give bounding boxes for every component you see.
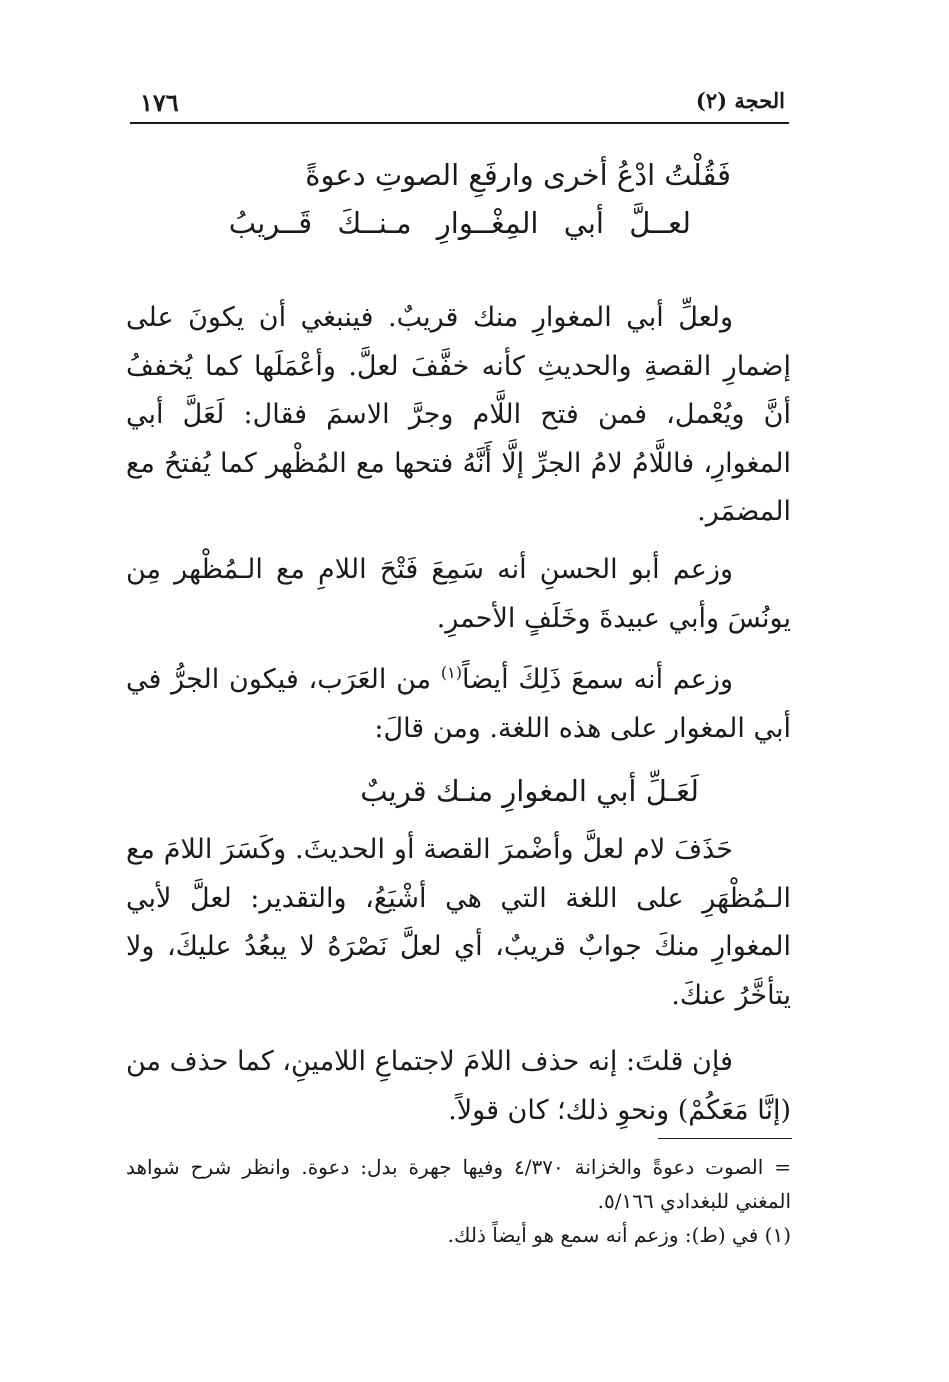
paragraph-5	[126, 1038, 791, 1135]
paragraph-5-text: فإن قلتَ: إنه حذف اللامَ لاجتماعِ اللامينِ، كما حذف من (إنَّا مَعَكُمْ) ونحوِ ذلك؛ كان قولاً.	[125, 1046, 791, 1126]
footnotes	[126, 1150, 791, 1252]
paragraph-4-text: حَذَفَ لام لعلَّ وأضْمرَ القصة أو الحديثَ. وكَسَرَ اللامَ مع الـمُظْهَرِ على اللغة التي هي أشْيَعُ، والتقدير: لعلَّ لأبي المغوارِ منكَ جوابٌ قريبٌ، أي لعلَّ نَصْرَهُ لا يبعُدُ عليكَ، ولا يتأخَّرُ عنكَ.	[126, 834, 791, 1011]
page-header	[130, 88, 789, 124]
verse-single-line: لَعَـلِّ أبي المغوارِ منـك قريبٌ	[360, 774, 699, 808]
paragraph-3	[126, 656, 791, 753]
page-number: ١٧٦	[140, 88, 179, 117]
verse-line-1: فَقُلْتُ ادْعُ أخرى وارفَعِ الصوتِ دعوةً	[305, 158, 731, 192]
paragraph-3-text-before: وزعم أنه سمعَ ذَلِكَ أيضاً	[461, 664, 733, 695]
paragraph-4	[126, 826, 791, 1020]
footnote-divider	[658, 1138, 792, 1139]
footnote-1: (١) في (ط): وزعم أنه سمع هو أيضاً ذلك.	[447, 1223, 791, 1247]
paragraph-3-text-after: من العَرَب، فيكون الجرُّ في أبي المغوار على هذه اللغة. ومن قالَ:	[126, 664, 791, 744]
footnote-continuation: = الصوت دعوةً والخزانة ٤/٣٧٠ وفيها جهرة بدل: دعوة. وانظر شرح شواهد المغني للبغدادي ٥/١٦٦.	[126, 1155, 791, 1213]
paragraph-1	[126, 294, 791, 537]
paragraph-1-text: ولعلِّ أبي المغوارِ منك قريبٌ. فينبغي أن يكونَ على إضمارِ القصةِ والحديثِ كأنه خفَّفَ لعلَّ. وأعْمَلَها كما يُخففُ أنَّ ويُعْمل، فمن فتح اللَّام وجرَّ الاسمَ فقال: لَعَلَّ أبي المغوارِ، فاللَّامُ لامُ الجرِّ إلَّا أَنَّهُ فتحها مع المُظْهر كما يُفتحُ مع المضمَر.	[126, 302, 791, 527]
paragraph-2	[126, 546, 791, 643]
footnote-reference: (١)	[440, 663, 462, 682]
running-title: الحجة (٢)	[695, 88, 785, 113]
paragraph-2-text: وزعم أبو الحسنِ أنه سَمِعَ فَتْحَ اللامِ مع الـمُظْهر مِن يونُسَ وأبي عبيدةَ وخَلَفٍ الأحمرِ.	[126, 554, 791, 634]
verse-line-2: لعــلَّ أبي المِغْــوارِ مـنــكَ قَــريبُ	[228, 206, 691, 240]
